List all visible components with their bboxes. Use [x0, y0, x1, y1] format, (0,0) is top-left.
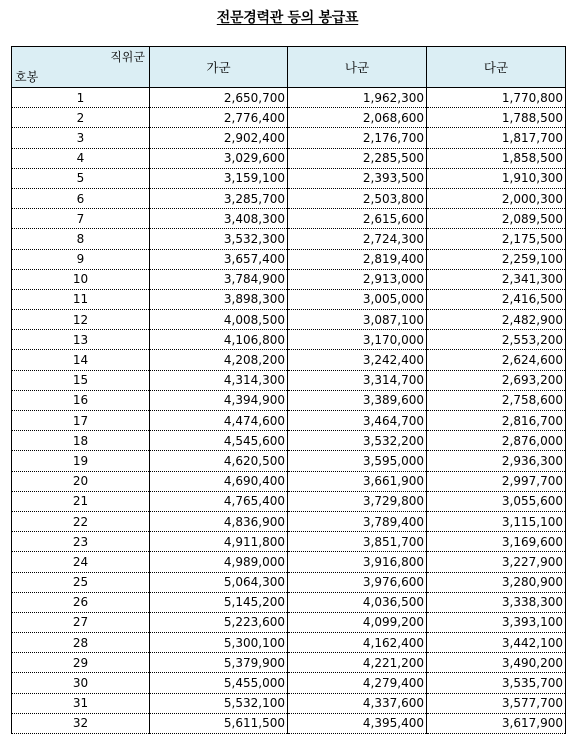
salary-cell-na: 2,285,500 — [288, 148, 427, 168]
salary-cell-ga: 4,545,600 — [150, 431, 288, 451]
salary-cell-da: 2,936,300 — [427, 451, 566, 471]
step-cell: 30 — [12, 673, 150, 693]
salary-cell-na: 4,036,500 — [288, 592, 427, 612]
salary-cell-da: 2,553,200 — [427, 330, 566, 350]
salary-cell-ga: 4,911,800 — [150, 532, 288, 552]
salary-cell-da: 3,442,100 — [427, 633, 566, 653]
step-cell: 8 — [12, 229, 150, 249]
salary-cell-na: 2,819,400 — [288, 249, 427, 269]
table-row — [12, 552, 566, 572]
step-cell: 21 — [12, 491, 150, 511]
salary-cell-ga: 5,300,100 — [150, 633, 288, 653]
table-row — [12, 633, 566, 653]
salary-cell-ga: 3,657,400 — [150, 249, 288, 269]
salary-cell-ga: 5,532,100 — [150, 693, 288, 713]
salary-cell-da: 2,416,500 — [427, 289, 566, 309]
step-cell: 20 — [12, 471, 150, 491]
table-row — [12, 209, 566, 229]
step-cell: 29 — [12, 653, 150, 673]
salary-cell-da: 2,000,300 — [427, 188, 566, 208]
salary-cell-da: 2,259,100 — [427, 249, 566, 269]
step-cell: 24 — [12, 552, 150, 572]
salary-cell-na: 2,913,000 — [288, 269, 427, 289]
salary-cell-da: 1,817,700 — [427, 128, 566, 148]
salary-cell-ga: 5,145,200 — [150, 592, 288, 612]
table-row — [12, 148, 566, 168]
salary-cell-ga: 5,455,000 — [150, 673, 288, 693]
salary-cell-na: 1,962,300 — [288, 88, 427, 108]
salary-cell-da: 2,758,600 — [427, 390, 566, 410]
salary-cell-da: 2,482,900 — [427, 310, 566, 330]
table-row — [12, 289, 566, 309]
salary-cell-da: 2,816,700 — [427, 411, 566, 431]
table-row — [12, 310, 566, 330]
column-header-ga: 가군 — [150, 47, 288, 88]
step-cell: 12 — [12, 310, 150, 330]
table-row — [12, 693, 566, 713]
step-cell: 22 — [12, 511, 150, 531]
salary-cell-na: 3,314,700 — [288, 370, 427, 390]
table-row — [12, 491, 566, 511]
salary-cell-ga: 4,106,800 — [150, 330, 288, 350]
salary-cell-da: 2,997,700 — [427, 471, 566, 491]
table-row — [12, 229, 566, 249]
salary-cell-da: 3,490,200 — [427, 653, 566, 673]
step-cell: 7 — [12, 209, 150, 229]
corner-header-step: 호봉 — [15, 70, 39, 84]
salary-cell-da: 3,169,600 — [427, 532, 566, 552]
step-cell: 14 — [12, 350, 150, 370]
salary-cell-na: 3,170,000 — [288, 330, 427, 350]
salary-cell-na: 3,851,700 — [288, 532, 427, 552]
corner-header-position-group: 직위군 — [110, 50, 145, 64]
step-cell: 15 — [12, 370, 150, 390]
column-header-na: 나군 — [288, 47, 427, 88]
salary-cell-na: 3,389,600 — [288, 390, 427, 410]
salary-cell-na: 2,503,800 — [288, 188, 427, 208]
salary-cell-ga: 4,208,200 — [150, 350, 288, 370]
salary-cell-ga: 4,008,500 — [150, 310, 288, 330]
step-cell: 28 — [12, 633, 150, 653]
table-row — [12, 612, 566, 632]
salary-cell-ga: 5,223,600 — [150, 612, 288, 632]
salary-cell-ga: 4,765,400 — [150, 491, 288, 511]
salary-cell-na: 2,176,700 — [288, 128, 427, 148]
document-title: 전문경력관 등의 봉급표 — [216, 10, 359, 26]
table-row — [12, 431, 566, 451]
salary-cell-ga: 2,650,700 — [150, 88, 288, 108]
step-cell: 3 — [12, 128, 150, 148]
salary-cell-da: 3,577,700 — [427, 693, 566, 713]
table-row — [12, 411, 566, 431]
step-cell: 19 — [12, 451, 150, 471]
salary-cell-na: 4,162,400 — [288, 633, 427, 653]
table-row — [12, 350, 566, 370]
salary-cell-na: 2,068,600 — [288, 108, 427, 128]
salary-cell-na: 3,789,400 — [288, 511, 427, 531]
table-row — [12, 451, 566, 471]
table-row — [12, 532, 566, 552]
table-row — [12, 168, 566, 188]
salary-cell-ga: 3,029,600 — [150, 148, 288, 168]
salary-cell-na: 3,464,700 — [288, 411, 427, 431]
table-row — [12, 188, 566, 208]
salary-cell-ga: 3,898,300 — [150, 289, 288, 309]
corner-header — [12, 47, 150, 88]
table-body — [12, 88, 566, 734]
salary-cell-ga: 5,611,500 — [150, 713, 288, 733]
salary-cell-na: 3,976,600 — [288, 572, 427, 592]
table-row — [12, 471, 566, 491]
step-cell: 16 — [12, 390, 150, 410]
step-cell: 18 — [12, 431, 150, 451]
salary-cell-ga: 3,159,100 — [150, 168, 288, 188]
step-cell: 25 — [12, 572, 150, 592]
step-cell: 13 — [12, 330, 150, 350]
salary-cell-da: 2,693,200 — [427, 370, 566, 390]
salary-cell-da: 1,770,800 — [427, 88, 566, 108]
salary-cell-ga: 3,285,700 — [150, 188, 288, 208]
step-cell: 2 — [12, 108, 150, 128]
salary-cell-na: 4,279,400 — [288, 673, 427, 693]
salary-cell-na: 3,532,200 — [288, 431, 427, 451]
table-row — [12, 88, 566, 108]
salary-cell-ga: 3,784,900 — [150, 269, 288, 289]
salary-cell-da: 3,338,300 — [427, 592, 566, 612]
salary-cell-da: 2,341,300 — [427, 269, 566, 289]
step-cell: 26 — [12, 592, 150, 612]
salary-cell-na: 4,221,200 — [288, 653, 427, 673]
salary-cell-da: 3,227,900 — [427, 552, 566, 572]
salary-cell-ga: 4,690,400 — [150, 471, 288, 491]
step-cell: 11 — [12, 289, 150, 309]
step-cell: 10 — [12, 269, 150, 289]
table-row — [12, 713, 566, 733]
salary-cell-da: 2,624,600 — [427, 350, 566, 370]
salary-cell-da: 1,788,500 — [427, 108, 566, 128]
salary-cell-ga: 4,474,600 — [150, 411, 288, 431]
salary-cell-na: 3,005,000 — [288, 289, 427, 309]
step-cell: 31 — [12, 693, 150, 713]
salary-cell-da: 3,055,600 — [427, 491, 566, 511]
salary-table — [11, 46, 566, 734]
salary-cell-na: 3,595,000 — [288, 451, 427, 471]
table-row — [12, 128, 566, 148]
step-cell: 4 — [12, 148, 150, 168]
salary-cell-ga: 4,314,300 — [150, 370, 288, 390]
salary-cell-da: 3,393,100 — [427, 612, 566, 632]
salary-cell-da: 3,115,100 — [427, 511, 566, 531]
table-row — [12, 269, 566, 289]
salary-cell-na: 4,337,600 — [288, 693, 427, 713]
salary-cell-da: 2,175,500 — [427, 229, 566, 249]
salary-cell-na: 3,087,100 — [288, 310, 427, 330]
salary-cell-na: 4,099,200 — [288, 612, 427, 632]
salary-cell-ga: 4,620,500 — [150, 451, 288, 471]
table-row — [12, 673, 566, 693]
column-header-da: 다군 — [427, 47, 566, 88]
salary-cell-ga: 5,064,300 — [150, 572, 288, 592]
salary-cell-ga: 4,989,000 — [150, 552, 288, 572]
salary-cell-da: 3,617,900 — [427, 713, 566, 733]
salary-cell-ga: 4,394,900 — [150, 390, 288, 410]
salary-cell-ga: 5,379,900 — [150, 653, 288, 673]
salary-cell-ga: 4,836,900 — [150, 511, 288, 531]
step-cell: 32 — [12, 713, 150, 733]
step-cell: 1 — [12, 88, 150, 108]
salary-cell-da: 3,535,700 — [427, 673, 566, 693]
table-row — [12, 330, 566, 350]
table-row — [12, 572, 566, 592]
table-row — [12, 592, 566, 612]
salary-cell-na: 4,395,400 — [288, 713, 427, 733]
salary-cell-na: 2,393,500 — [288, 168, 427, 188]
salary-cell-na: 2,615,600 — [288, 209, 427, 229]
step-cell: 9 — [12, 249, 150, 269]
salary-cell-da: 1,858,500 — [427, 148, 566, 168]
table-row — [12, 249, 566, 269]
table-row — [12, 370, 566, 390]
salary-cell-da: 1,910,300 — [427, 168, 566, 188]
step-cell: 23 — [12, 532, 150, 552]
table-row — [12, 108, 566, 128]
step-cell: 27 — [12, 612, 150, 632]
header-row — [12, 47, 566, 88]
table-row — [12, 511, 566, 531]
salary-cell-da: 2,089,500 — [427, 209, 566, 229]
salary-cell-da: 3,280,900 — [427, 572, 566, 592]
step-cell: 17 — [12, 411, 150, 431]
salary-cell-da: 2,876,000 — [427, 431, 566, 451]
salary-cell-na: 3,242,400 — [288, 350, 427, 370]
salary-cell-ga: 3,532,300 — [150, 229, 288, 249]
step-cell: 6 — [12, 188, 150, 208]
table-row — [12, 653, 566, 673]
salary-cell-na: 3,916,800 — [288, 552, 427, 572]
salary-cell-na: 3,729,800 — [288, 491, 427, 511]
table-row — [12, 390, 566, 410]
salary-cell-ga: 2,902,400 — [150, 128, 288, 148]
salary-cell-na: 3,661,900 — [288, 471, 427, 491]
step-cell: 5 — [12, 168, 150, 188]
salary-cell-ga: 3,408,300 — [150, 209, 288, 229]
salary-cell-na: 2,724,300 — [288, 229, 427, 249]
salary-cell-ga: 2,776,400 — [150, 108, 288, 128]
